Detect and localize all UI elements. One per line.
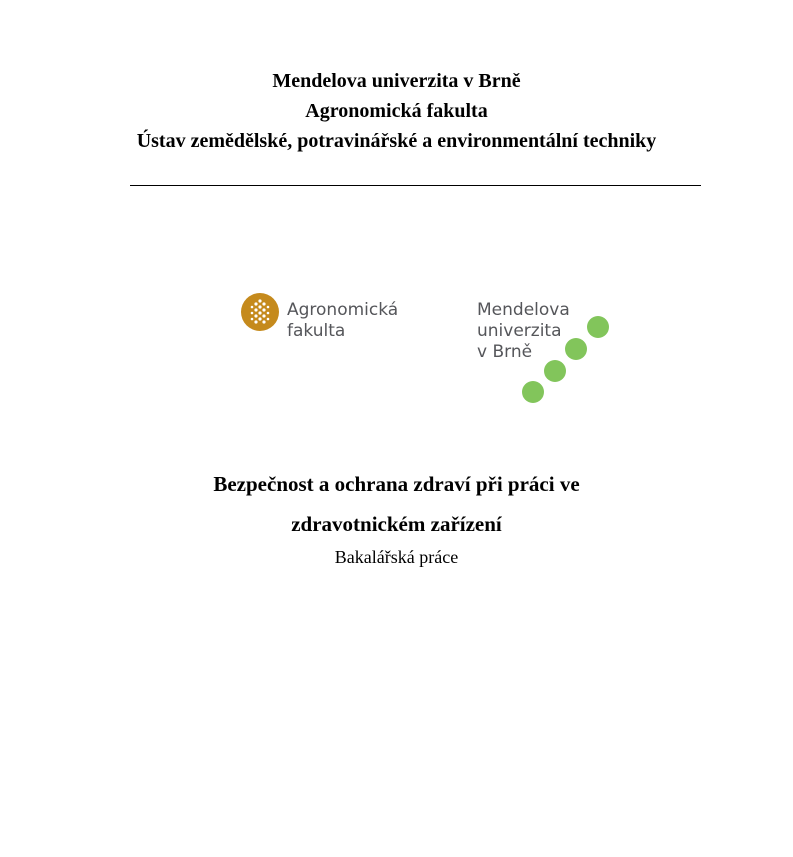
header-divider [130, 185, 701, 186]
institute-name: Ústav zemědělské, potravinářské a environmentální techniky [136, 130, 657, 152]
agronomic-faculty-logo-text [287, 300, 398, 342]
thesis-title-line-2: zdravotnickém zařízení [291, 512, 502, 536]
mendel-university-dots-icon [516, 312, 616, 408]
mu-logo-line3: v Brně [477, 342, 533, 362]
thesis-title-line-1: Bezpečnost a ochrana zdraví při práci ve [213, 472, 580, 496]
thesis-title-block [0, 464, 793, 568]
university-name: Mendelova univerzita v Brně [272, 70, 521, 92]
af-logo-line1: Agronomická [287, 300, 399, 320]
mu-logo-line1: Mendelova [477, 300, 570, 320]
title-page-header [0, 66, 793, 156]
agronomic-faculty-logo-icon [241, 293, 279, 331]
mu-logo-line2: univerzita [477, 321, 562, 341]
af-logo-line2: fakulta [287, 321, 346, 341]
faculty-name: Agronomická fakulta [305, 100, 488, 122]
logos-area [236, 286, 616, 408]
thesis-type: Bakalářská práce [334, 547, 459, 567]
